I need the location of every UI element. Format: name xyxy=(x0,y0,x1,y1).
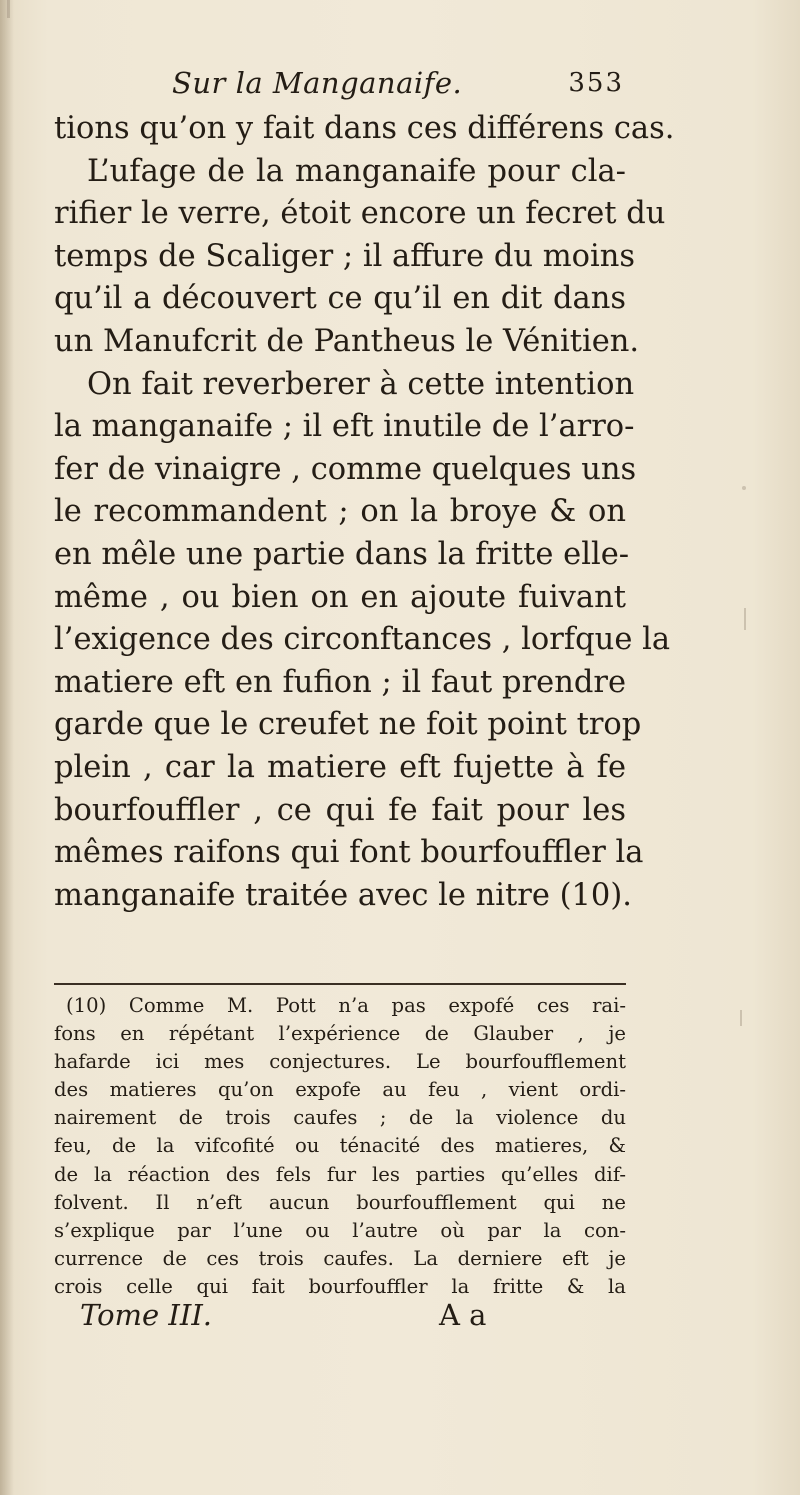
body-line: fer de vinaigre , comme quelques uns xyxy=(54,451,637,487)
footnote-line: folvent. Il n’eft aucun bourfoufflement qui ne xyxy=(54,1190,626,1214)
body-line: la manganaife ; il eft inutile de l’arro- xyxy=(54,409,635,445)
running-title: Sur la Manganaife. xyxy=(172,66,463,100)
footnote-line: (10) Comme M. Pott n’a pas expofé ces rai- xyxy=(66,994,626,1017)
running-head xyxy=(54,66,624,106)
footnote-line: des matieres qu’on expofe au feu , vient ordi- xyxy=(54,1078,626,1102)
paper-speck xyxy=(740,1010,742,1026)
paper-speck xyxy=(744,608,746,630)
paper-speck xyxy=(742,486,746,490)
body-line: mêmes raifons qui font bourfouffler la xyxy=(54,835,644,871)
paper-speck xyxy=(7,0,10,18)
footnote-line: de la réaction des fels fur les parties qu’elles dif- xyxy=(54,1162,626,1186)
footnote-rule xyxy=(54,983,626,985)
body-line: même , ou bien on en ajoute fuivant xyxy=(54,579,626,615)
body-line: garde que le creufet ne foit point trop xyxy=(54,707,642,743)
volume-label: Tome III. xyxy=(80,1298,213,1332)
body-line: un Manufcrit de Pantheus le Vénitien. xyxy=(54,323,640,359)
footnote-line: hafarde ici mes conjectures. Le bourfoufflement xyxy=(54,1050,626,1074)
body-line: en mêle une partie dans la fritte elle- xyxy=(54,536,630,572)
footnote-block xyxy=(54,992,626,1301)
main-text xyxy=(54,108,675,917)
page-number: 353 xyxy=(568,68,624,98)
body-line: qu’il a découvert ce qu’il en dit dans xyxy=(54,281,626,317)
body-line: bourfouffler , ce qui fe fait pour les xyxy=(54,792,626,828)
body-line: matiere eft en fufion ; il faut prendre xyxy=(54,664,626,700)
footnote-line: feu, de la vifcofité ou ténacité des matieres, & xyxy=(54,1134,626,1158)
footnote-line: s’explique par l’une ou l’autre où par la con- xyxy=(54,1218,626,1242)
page-footer xyxy=(54,1298,626,1338)
body-line: manganaife traitée avec le nitre (10). xyxy=(54,877,632,913)
body-line: l’exigence des circonftances , lorfque la xyxy=(54,622,671,658)
body-line: temps de Scaliger ; il affure du moins xyxy=(54,238,636,274)
footnote-line: currence de ces trois caufes. La derniere eft je xyxy=(54,1246,626,1270)
footnote-line: crois celle qui fait bourfouffler la fritte & la xyxy=(54,1274,626,1298)
footnote-line: nairement de trois caufes ; de la violence du xyxy=(54,1106,626,1130)
body-line: rifier le verre, étoit encore un fecret du xyxy=(54,196,666,232)
signature-mark: A a xyxy=(439,1298,487,1332)
body-line: plein , car la matiere eft fujette à fe xyxy=(54,749,626,785)
footnote-line: fons en répétant l’expérience de Glauber , je xyxy=(54,1022,626,1046)
body-line: L’ufage de la manganaife pour cla- xyxy=(87,153,626,189)
body-line: tions qu’on y fait dans ces différens cas. xyxy=(54,111,675,146)
body-line: le recommandent ; on la broye & on xyxy=(54,494,626,530)
body-line: On fait reverberer à cette intention xyxy=(87,366,635,402)
spine-shadow xyxy=(0,0,14,1495)
